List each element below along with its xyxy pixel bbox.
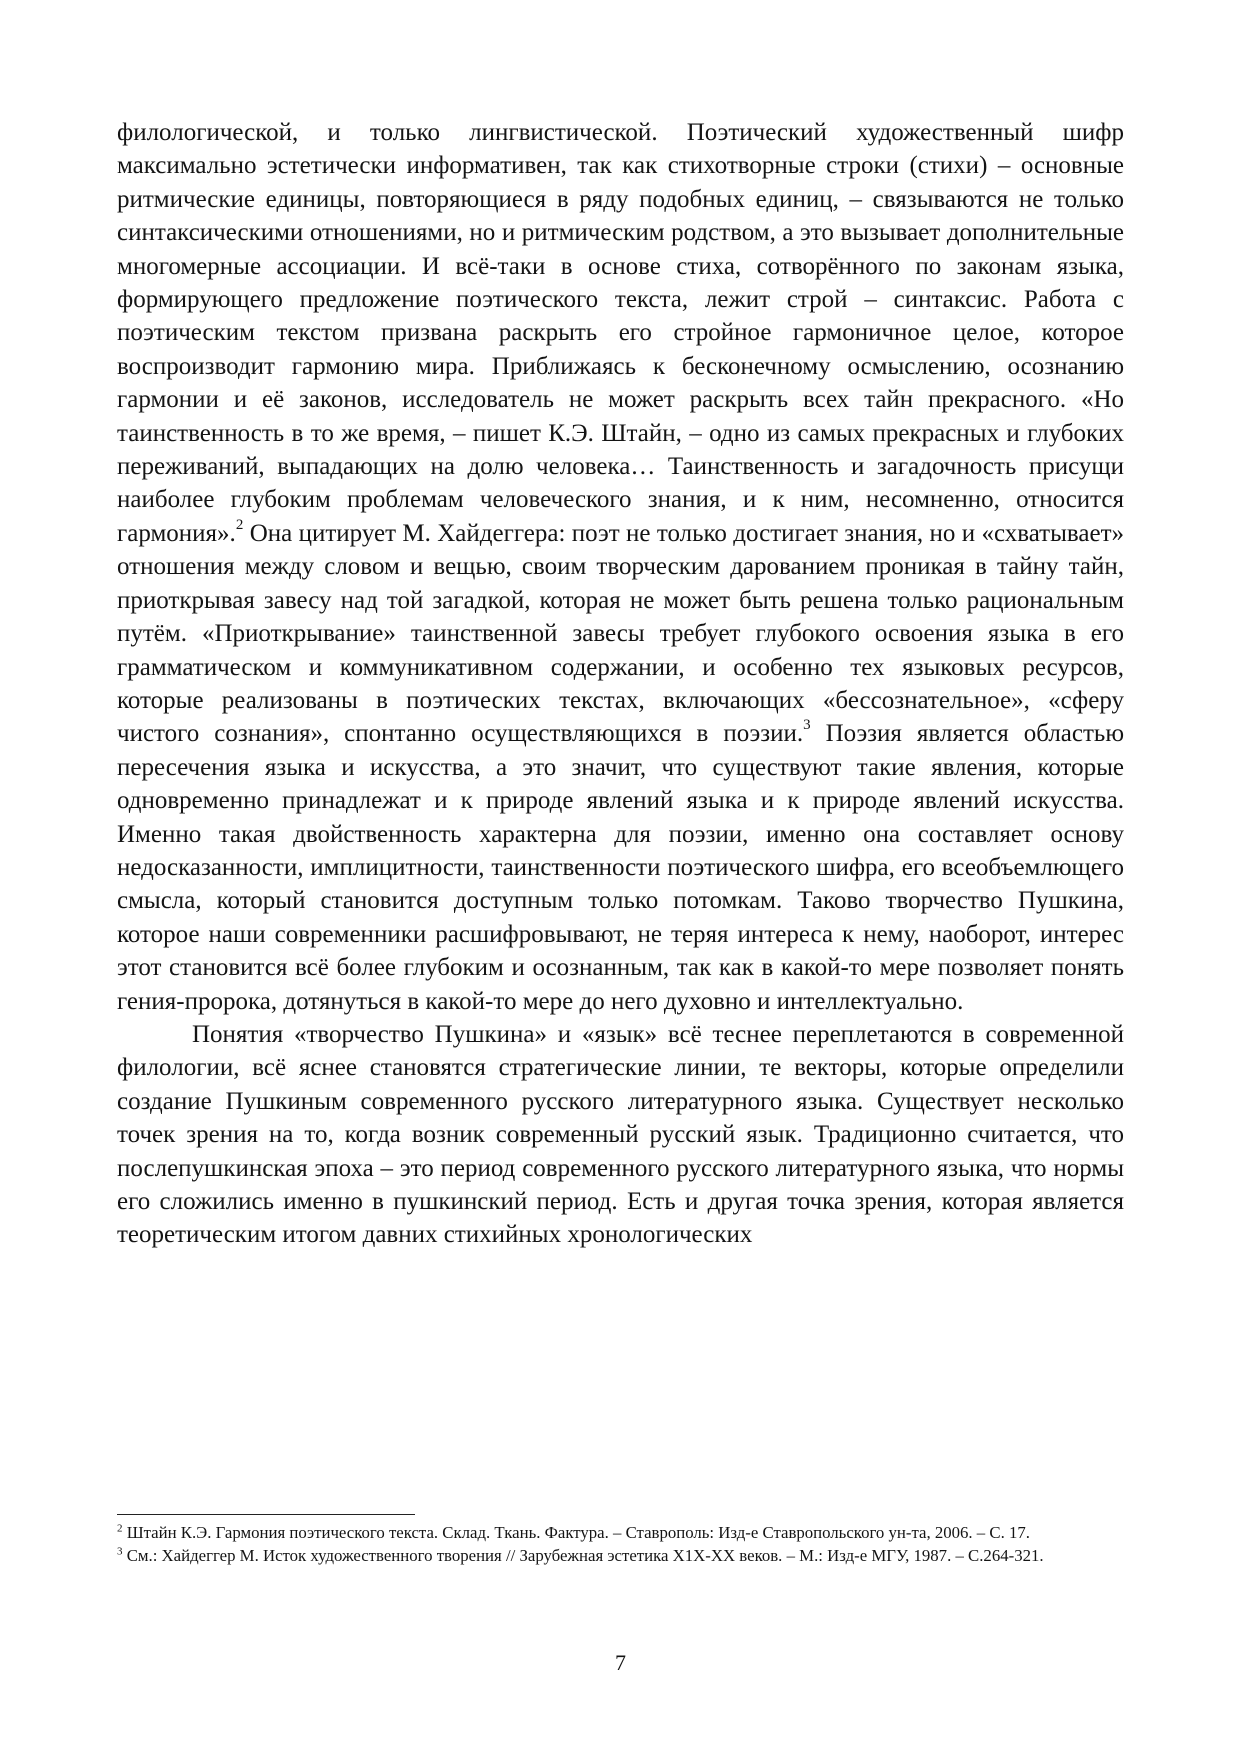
footnote-separator bbox=[117, 1514, 415, 1515]
footnote-2-text: Штайн К.Э. Гармония поэтического текста. Склад. Ткань. Фактура. – Ставрополь: Изд-е Ставропольского ун-та, 2006. – С. 17. bbox=[122, 1523, 1030, 1542]
paragraph-1-text-part-1: филологической, и только лингвистической. Поэтический художественный шифр максимально эстетически информативен, так как стихотворные строки (стихи) – основные ритмические единицы, повторяющиеся в ряду подобных единиц, – связываются не только синтаксическими отношениями, но и ритмическим родством, а это вызывает дополнительные многомерные ассоциации. И всё-таки в основе стиха, сотворённого по законам языка, формирующего предложение поэтического текста, лежит строй – синтаксис. Работа с поэтическим текстом призвана раскрыть его стройное гармоничное целое, которое воспроизводит гармонию мира. Приближаясь к бесконечному осмыслению, осознанию гармонии и её законов, исследователь не может раскрыть всех тайн прекрасного. «Но таинственность в то же время, – пишет К.Э. Штайн, – одно из самых прекрасных и глубоких переживаний, выпадающих на долю человека… Таинственность и загадочность присущи наиболее глубоким проблемам человеческого знания, и к ним, несомненно, относится гармония». bbox=[117, 119, 1124, 547]
paragraph-continued bbox=[117, 116, 1124, 1018]
page-number: 7 bbox=[615, 1650, 626, 1675]
footnotes bbox=[117, 1521, 1124, 1567]
footnote-3-number: 3 bbox=[117, 1545, 123, 1558]
footnote-3 bbox=[117, 1544, 1124, 1567]
footnote-reference-3[interactable]: 3 bbox=[803, 716, 811, 733]
footnote-2-number: 2 bbox=[117, 1522, 123, 1535]
footnote-3-text: См.: Хайдеггер М. Исток художественного творения // Зарубежная эстетика Х1Х-ХХ веков. – М.: Изд-е МГУ, 1987. – С.264-321. bbox=[122, 1546, 1044, 1565]
paragraph-1-text-part-2: Она цитирует М. Хайдеггера: поэт не только достигает знания, но и «схватывает» отношения между словом и вещью, своим творческим дарованием проникая в тайну тайн, приоткрывая завесу над той загадкой, которая не может быть решена только рациональным путём. «Приоткрывание» таинственной завесы требует глубокого освоения языка в его грамматическом и коммуникативном содержании, и особенно тех языковых ресурсов, которые реализованы в поэтических текстах, включающих «бессознательное», «сферу чистого сознания», спонтанно осуществляющихся в поэзии. bbox=[117, 519, 1124, 748]
footnote-2 bbox=[117, 1521, 1124, 1544]
paragraph-2: Понятия «творчество Пушкина» и «язык» всё теснее переплетаются в современной филологии, всё яснее становятся стратегические линии, те векторы, которые определили создание Пушкиным современного русского литературного языка. Существует несколько точек зрения на то, когда возник современный русский язык. Традиционно считается, что послепушкинская эпоха – это период современного русского литературного языка, что нормы его сложились именно в пушкинский период. Есть и другая точка зрения, которая является теоретическим итогом давних стихийных хронологических bbox=[117, 1020, 1124, 1249]
paragraph-1-text-part-3: Поэзия является областью пересечения языка и искусства, а это значит, что существуют такие явления, которые одновременно принадлежат и к природе явлений языка и к природе явлений искусства. Именно такая двойственность характерна для поэзии, именно она составляет основу недосказанности, имплицитности, таинственности поэтического шифра, его всеобъемлющего смысла, который становится доступным только потомкам. Таково творчество Пушкина, которое наши современники расшифровывают, не теряя интереса к нему, наоборот, интерес этот становится всё более глубоким и осознанным, так как в какой-то мере позволяет понять гения-пророка, дотянуться в какой-то мере до него духовно и интеллектуально. bbox=[117, 720, 1125, 1015]
body-text bbox=[117, 116, 1124, 1252]
footnote-reference-2[interactable]: 2 bbox=[235, 516, 244, 533]
